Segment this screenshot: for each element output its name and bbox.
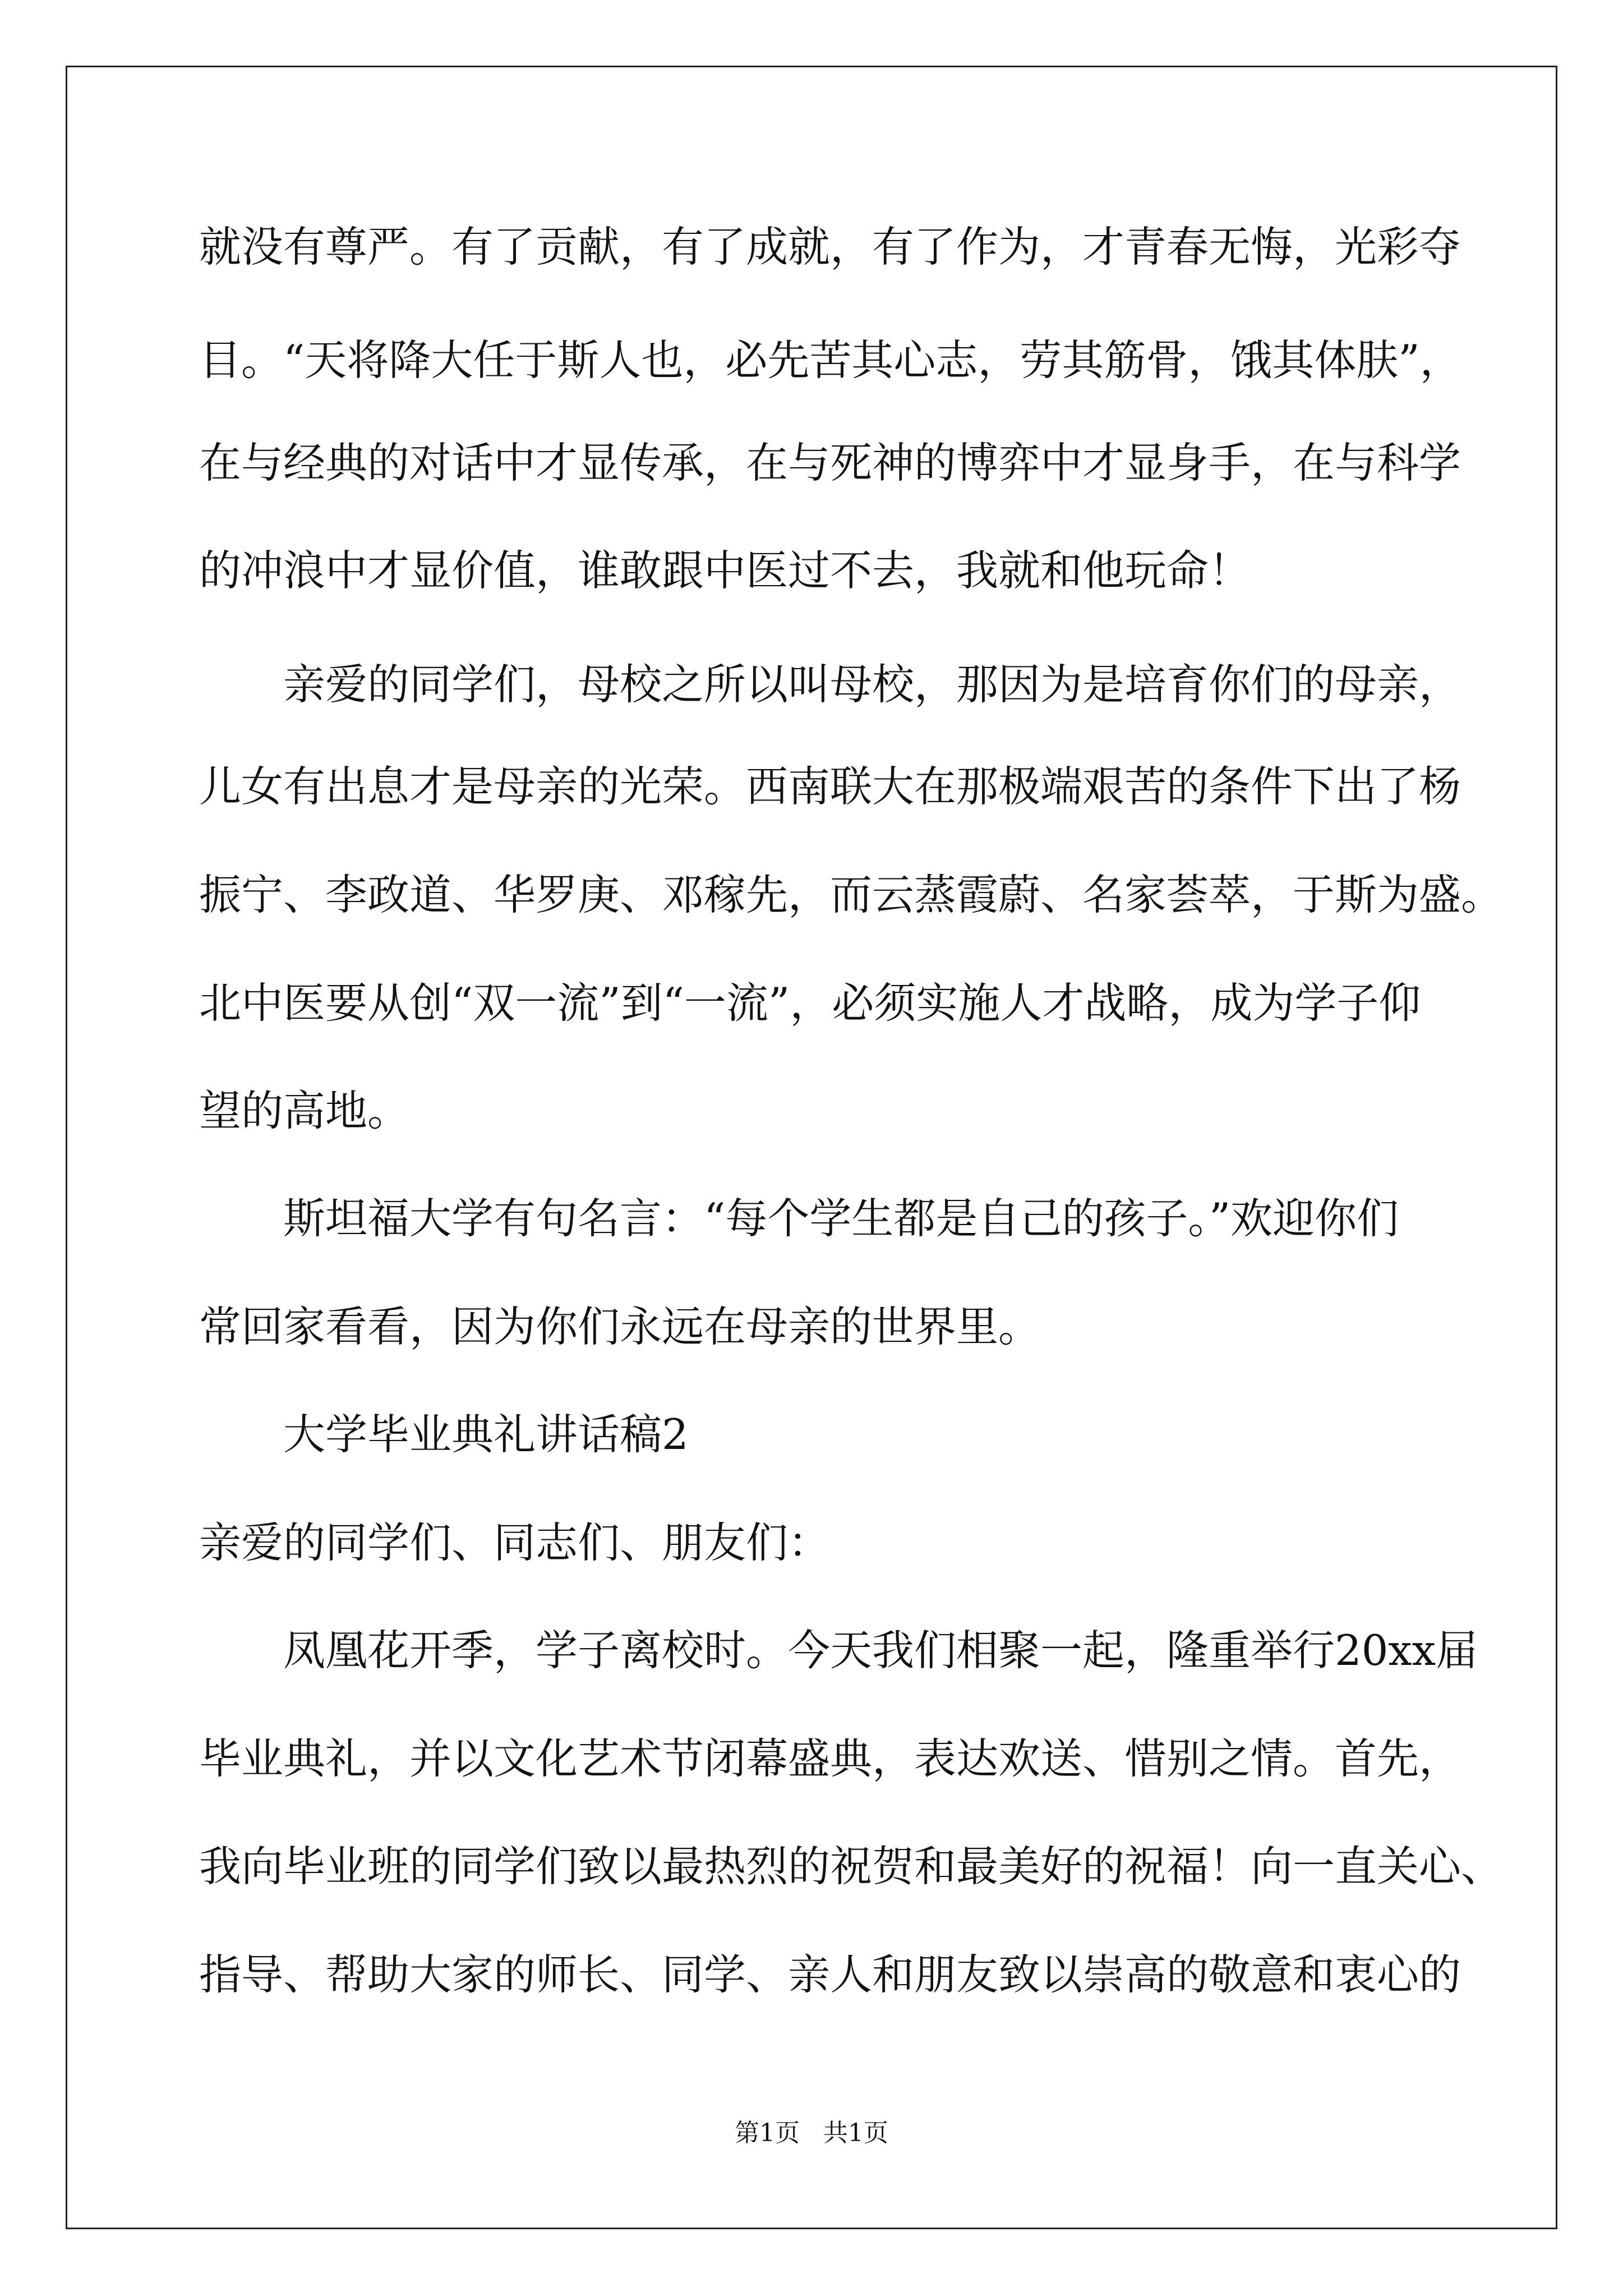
paragraph-line: 儿女有出息才是母亲的光荣。西南联大在那极端艰苦的条件下出了杨 [199, 762, 1461, 811]
section-heading: 大学毕业典礼讲话稿2 [283, 1410, 689, 1459]
paragraph-line: 目。“天将降大任于斯人也，必先苦其心志，劳其筋骨，饿其体肤”， [199, 335, 1462, 385]
paragraph-line: 在与经典的对话中才显传承，在与死神的博弈中才显身手，在与科学 [199, 438, 1461, 487]
paragraph-line: 就没有尊严。有了贡献，有了成就，有了作为，才青春无悔，光彩夺 [199, 222, 1461, 272]
paragraph-line: 亲爱的同学们，母校之所以叫母校，那因为是培育你们的母亲， [283, 660, 1461, 709]
paragraph-line: 望的高地。 [199, 1086, 410, 1135]
paragraph-line: 毕业典礼，并以文化艺术节闭幕盛典，表达欢送、惜别之情。首先， [199, 1734, 1461, 1783]
paragraph-line: 北中医要从创“双一流”到“一流”，必须实施人才战略，成为学子仰 [199, 978, 1421, 1028]
paragraph-line: 凤凰花开季，学子离校时。今天我们相聚一起，隆重举行20xx届 [283, 1626, 1478, 1675]
salutation-line: 亲爱的同学们、同志们、朋友们： [199, 1518, 831, 1567]
paragraph-line: 振宁、李政道、华罗庚、邓稼先，而云蒸霞蔚、名家荟萃，于斯为盛。 [199, 870, 1504, 919]
paragraph-line: 常回家看看，因为你们永远在母亲的世界里。 [199, 1302, 1041, 1351]
page-footer: 第1页 共1页 [735, 2119, 888, 2147]
page-border [66, 66, 1557, 2229]
paragraph-line: 指导、帮助大家的师长、同学、亲人和朋友致以崇高的敬意和衷心的 [199, 1950, 1461, 1999]
paragraph-line: 的冲浪中才显价值，谁敢跟中医过不去，我就和他玩命！ [199, 546, 1251, 595]
paragraph-line: 我向毕业班的同学们致以最热烈的祝贺和最美好的祝福！向一直关心、 [199, 1842, 1504, 1891]
paragraph-line: 斯坦福大学有句名言：“每个学生都是自己的孩子。”欢迎你们 [283, 1194, 1399, 1243]
